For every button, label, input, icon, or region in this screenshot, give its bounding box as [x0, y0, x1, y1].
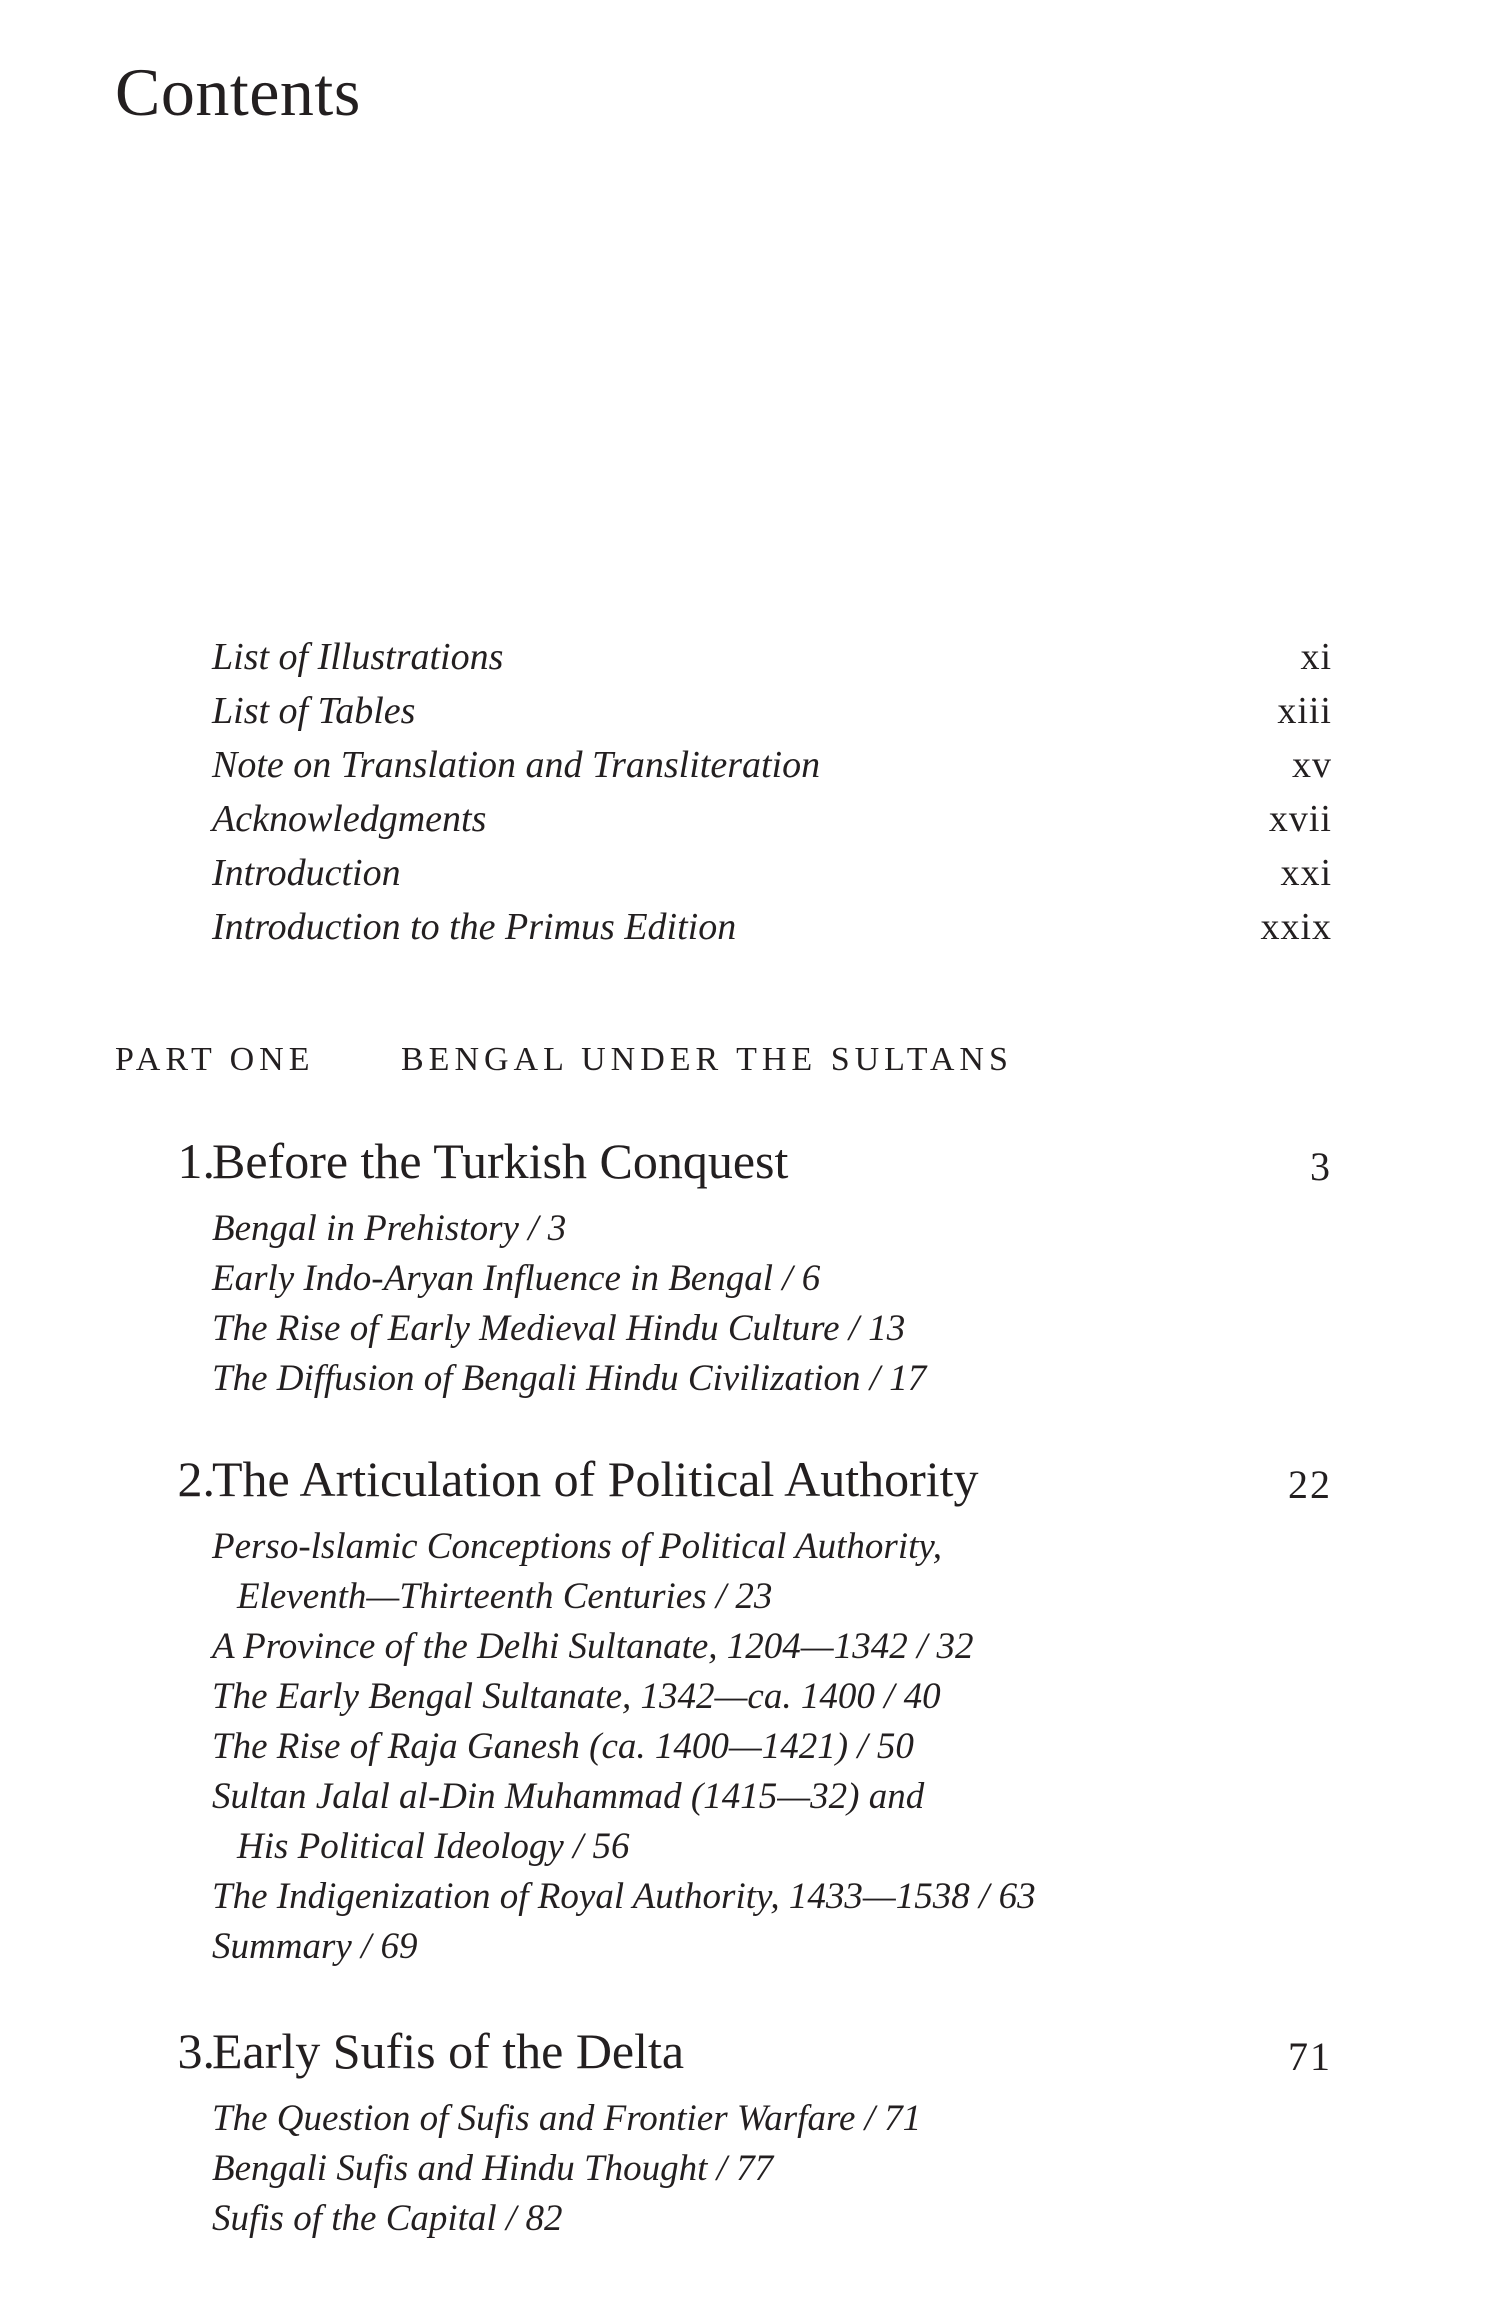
- section-item: [212, 1872, 1332, 1922]
- section-item: [212, 1254, 1332, 1304]
- front-matter-page: xvii: [1268, 798, 1332, 840]
- section-item: [212, 2144, 1332, 2194]
- section-title: The Early Bengal Sultanate, 1342—ca. 1400 / 40: [212, 1676, 941, 1717]
- front-matter-page: xi: [1300, 636, 1332, 678]
- section-title: A Province of the Delhi Sultanate, 1204—1342 / 32: [212, 1626, 974, 1667]
- section-item: [212, 2094, 1332, 2144]
- chapter-page: 71: [1288, 2034, 1332, 2079]
- chapter-number: 2.: [177, 1451, 215, 1507]
- front-matter-item: [212, 738, 1332, 792]
- front-matter-page: xxi: [1280, 852, 1332, 894]
- section-title: The Indigenization of Royal Authority, 1433—1538 / 63: [212, 1876, 1036, 1917]
- section-item: [212, 2194, 1332, 2244]
- section-list: [115, 1204, 1332, 1404]
- chapter-title: Before the Turkish Conquest: [212, 1133, 789, 1189]
- chapter-page: 3: [1310, 1144, 1332, 1189]
- section-title: Bengali Sufis and Hindu Thought / 77: [212, 2148, 774, 2189]
- section-title: Perso-lslamic Conceptions of Political Authority,: [212, 1526, 943, 1567]
- section-title: Sufis of the Capital / 82: [212, 2198, 563, 2239]
- section-list: [115, 1522, 1332, 1972]
- chapter-title: The Articulation of Political Authority: [212, 1451, 979, 1507]
- section-item: [212, 1922, 1332, 1972]
- front-matter-list: [212, 630, 1332, 954]
- section-item: [212, 1672, 1332, 1722]
- section-item: [212, 1772, 1332, 1872]
- front-matter-page: xv: [1292, 744, 1332, 786]
- section-item: [212, 1304, 1332, 1354]
- front-matter-item: [212, 900, 1332, 954]
- section-list: [115, 2094, 1332, 2244]
- section-title: The Rise of Raja Ganesh (ca. 1400—1421) / 50: [212, 1726, 914, 1767]
- section-title: The Diffusion of Bengali Hindu Civilization / 17: [212, 1358, 927, 1399]
- section-title-continued: His Political Ideology / 56: [237, 1826, 630, 1867]
- chapter-title: Early Sufis of the Delta: [212, 2023, 685, 2079]
- section-item: [212, 1622, 1332, 1672]
- part-label: PART ONE: [115, 1041, 315, 1078]
- front-matter-title: Introduction: [212, 852, 401, 894]
- chapter-page: 22: [1288, 1462, 1332, 1507]
- section-title: The Question of Sufis and Frontier Warfare / 71: [212, 2098, 922, 2139]
- section-title: Bengal in Prehistory / 3: [212, 1208, 567, 1249]
- chapter-number: 1.: [177, 1133, 215, 1189]
- front-matter-item: [212, 684, 1332, 738]
- front-matter-page: xiii: [1277, 690, 1332, 732]
- front-matter-item: [212, 630, 1332, 684]
- chapter-number: 3.: [177, 2023, 215, 2079]
- section-item: [212, 1354, 1332, 1404]
- part-title: BENGAL UNDER THE SULTANS: [401, 1041, 1013, 1078]
- section-title: Sultan Jalal al-Din Muhammad (1415—32) and: [212, 1776, 925, 1817]
- chapter-heading: [115, 2016, 1332, 2086]
- section-title-continued: Eleventh—Thirteenth Centuries / 23: [237, 1576, 773, 1617]
- front-matter-page: xxix: [1260, 906, 1332, 948]
- section-item: [212, 1722, 1332, 1772]
- page-title: Contents: [115, 54, 361, 130]
- chapter-heading: [115, 1126, 1332, 1196]
- front-matter-title: List of Tables: [212, 690, 416, 732]
- chapter-heading: [115, 1444, 1332, 1514]
- section-item: [212, 1204, 1332, 1254]
- chapter-1: [115, 1126, 1332, 1404]
- section-title: Early Indo-Aryan Influence in Bengal / 6: [212, 1258, 821, 1299]
- front-matter-title: Acknowledgments: [212, 798, 487, 840]
- chapter-3: [115, 2016, 1332, 2244]
- front-matter-title: Introduction to the Primus Edition: [212, 906, 737, 948]
- section-title: The Rise of Early Medieval Hindu Culture / 13: [212, 1308, 906, 1349]
- front-matter-title: Note on Translation and Transliteration: [212, 744, 821, 786]
- section-item: [212, 1522, 1332, 1622]
- front-matter-item: [212, 846, 1332, 900]
- chapter-2: [115, 1444, 1332, 1972]
- front-matter-title: List of Illustrations: [212, 636, 504, 678]
- front-matter-item: [212, 792, 1332, 846]
- section-title: Summary / 69: [212, 1926, 418, 1967]
